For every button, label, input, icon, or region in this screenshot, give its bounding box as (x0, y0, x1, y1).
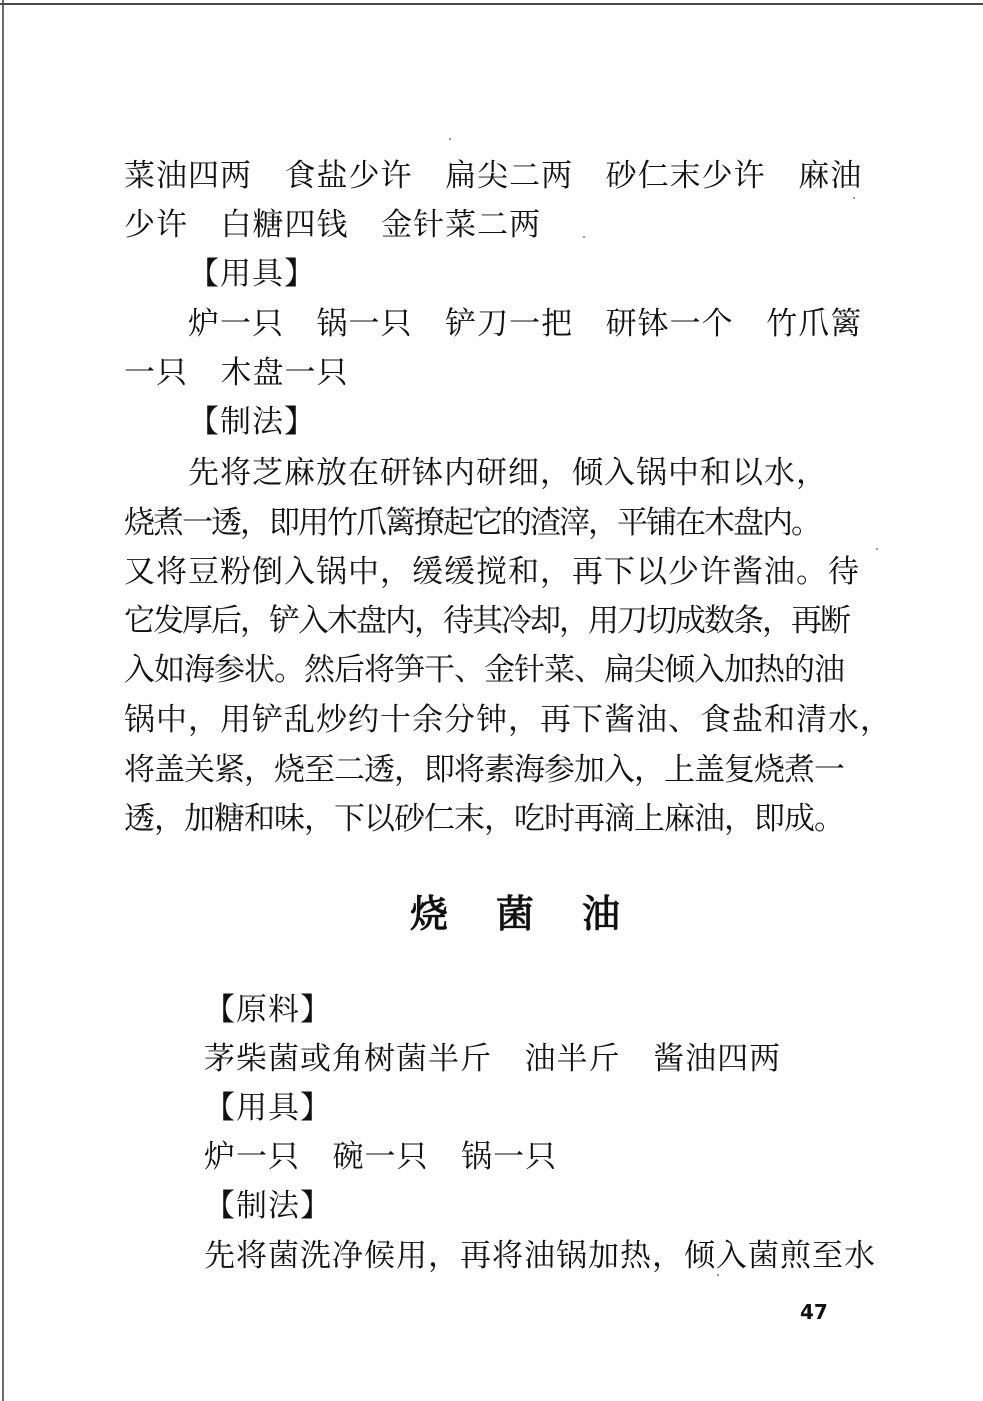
tools-header: 【用具】 (188, 256, 316, 292)
method-line-3: 又将豆粉倒入锅中，缓缓搅和，再下以少许酱油。待 (124, 554, 860, 590)
method-line-4: 它发厚后，铲入木盘内，待其冷却，用刀切成数条，再断 (124, 603, 849, 639)
method-line-7: 将盖关紧，烧至二透，即将素海参加入，上盖复烧煮一 (124, 752, 844, 788)
recipe-method-line: 先将菌洗净候用，再将油锅加热，倾入菌煎至水 (204, 1238, 876, 1274)
scan-speck (717, 1274, 719, 1276)
method-line-8: 透，加糖和味，下以砂仁末，吃时再滴上麻油，即成。 (124, 801, 844, 837)
method-line-1: 先将芝麻放在研钵内研细，倾入锅中和以水， (188, 455, 828, 491)
scan-left-edge (2, 0, 4, 1401)
method-line-2: 烧煮一透，即用竹爪篱撩起它的渣滓，平铺在木盘内。 (124, 505, 820, 541)
recipe-ingredients-line: 茅柴菌或角树菌半斤 油半斤 酱油四两 (204, 1041, 782, 1077)
scan-speck (876, 548, 878, 550)
method-line-5: 入如海参状。然后将笋干、金针菜、扁尖倾入加热的油 (124, 652, 844, 688)
method-header: 【制法】 (188, 404, 316, 440)
tools-line-1: 炉一只 锅一只 铲刀一把 研钵一个 竹爪篱 (188, 306, 863, 342)
recipe-method-header: 【制法】 (204, 1188, 332, 1224)
ingredients-line-1: 菜油四两 食盐少许 扁尖二两 砂仁末少许 麻油 (124, 158, 863, 194)
tools-line-2: 一只 木盘一只 (124, 355, 349, 391)
scan-speck (853, 197, 855, 199)
scan-speck (449, 138, 451, 140)
scan-top-edge (0, 3, 983, 5)
recipe-ingredients-header: 【原料】 (204, 992, 332, 1028)
ingredients-line-2: 少许 白糖四钱 金针菜二两 (124, 207, 542, 243)
method-line-6: 锅中，用铲乱炒约十余分钟，再下酱油、食盐和清水， (124, 702, 892, 738)
recipe-title: 烧菌油 (410, 892, 669, 936)
scan-speck (583, 236, 585, 238)
recipe-tools-header: 【用具】 (204, 1090, 332, 1126)
recipe-tools-line: 炉一只 碗一只 锅一只 (204, 1139, 558, 1175)
page-number: 47 (800, 1300, 828, 1324)
